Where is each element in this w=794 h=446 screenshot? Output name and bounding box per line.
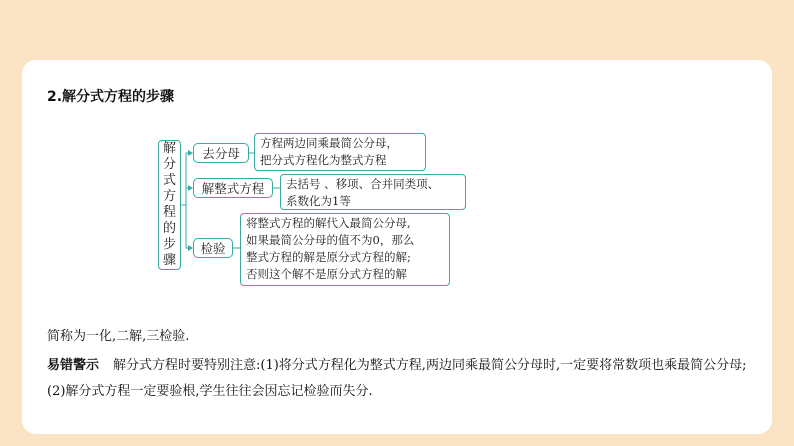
step-box-1: 去分母	[193, 143, 249, 163]
summary-text: 简称为一化,二解,三检验.	[47, 329, 190, 344]
root-char: 解	[162, 141, 176, 156]
desc-line: 否则这个解不是原分式方程的解	[246, 267, 407, 281]
desc-line: 把分式方程化为整式方程	[260, 153, 387, 167]
desc-line: 将整式方程的解代入最简公分母,	[246, 216, 411, 230]
root-char: 方	[162, 189, 176, 204]
desc-line: 系数化为1等	[286, 194, 351, 208]
root-char: 分	[162, 157, 176, 172]
section-heading: 2.解分式方程的步骤	[47, 89, 175, 105]
warning-label: 易错警示	[47, 358, 100, 373]
step-desc-3	[240, 213, 450, 286]
warning-paragraph	[47, 353, 747, 405]
diagram-root-box	[158, 140, 181, 270]
warning-text: 解分式方程时要特别注意:(1)将分式方程化为整式方程,两边同乘最简公分母时,一定要将常数项也乘最简公分母;(2)解分式方程一定要验根,学生往往会因忘记检验而失分.	[47, 358, 747, 399]
root-char: 骤	[162, 253, 176, 268]
step-box-3: 检验	[193, 238, 233, 258]
step-desc-2	[280, 174, 466, 210]
desc-line: 整式方程的解是原分式方程的解;	[246, 250, 411, 264]
root-char: 式	[162, 173, 176, 188]
root-char: 的	[162, 221, 176, 236]
root-char: 程	[162, 205, 176, 220]
connector-root-step1	[181, 153, 191, 205]
desc-line: 去括号 、移项、合并同类项、	[286, 177, 440, 191]
step-desc-1	[254, 133, 426, 171]
step-box-2: 解整式方程	[193, 178, 273, 198]
desc-line: 如果最简公分母的值不为0，那么	[246, 233, 415, 247]
root-char: 步	[162, 237, 176, 252]
connector-root-step3	[186, 205, 191, 248]
desc-line: 方程两边同乘最简公分母，	[260, 136, 398, 150]
